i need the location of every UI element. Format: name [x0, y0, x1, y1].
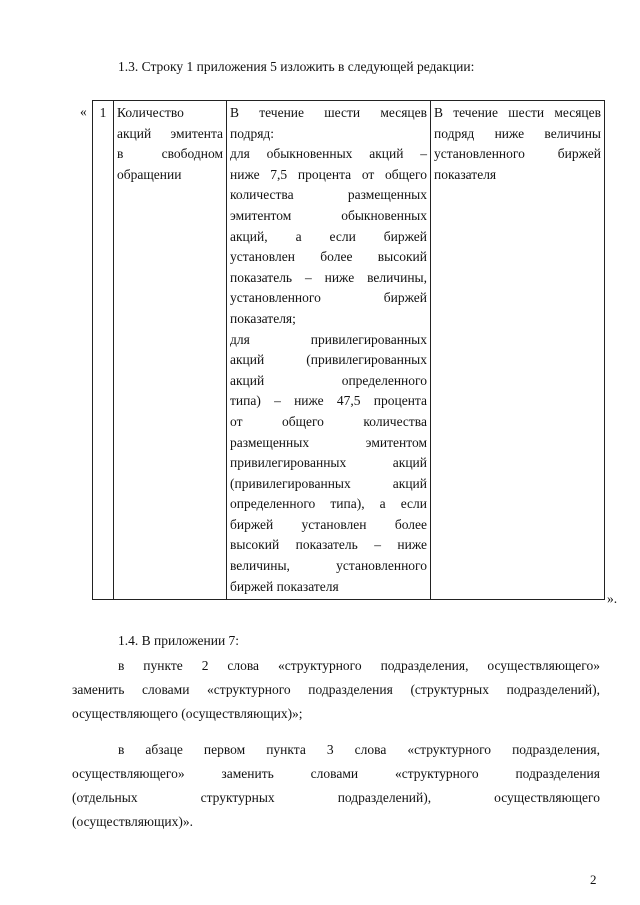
condition-line: от общего количества: [230, 413, 427, 429]
condition-line: подряд:: [230, 125, 275, 141]
paragraph-line: заменить словами «структурного подразделения (структурных подразделений),: [72, 682, 600, 697]
condition-line: определенного типа), а если: [230, 496, 427, 512]
appendix-table: [92, 100, 605, 600]
paragraph-line: осуществляющего (осуществляющих)»;: [72, 706, 303, 721]
name-line: обращении: [117, 166, 182, 182]
intro-paragraph: 1.3. Строку 1 приложения 5 изложить в следующей редакции:: [118, 59, 475, 74]
row-number-cell: [93, 101, 114, 600]
condition-line: типа) – ниже 47,5 процента: [230, 393, 427, 409]
condition-line: биржей показателя: [230, 578, 339, 594]
section-1-4-heading: 1.4. В приложении 7:: [118, 633, 240, 648]
paragraph-line: в абзаце первом пункта 3 слова «структурного подразделения,: [118, 742, 600, 757]
paragraph-line: в пункте 2 слова «структурного подразделения, осуществляющего»: [118, 658, 600, 673]
term-line: установленного биржей: [434, 146, 601, 162]
condition-line: для привилегированных: [230, 331, 427, 347]
name-line: в свободном: [117, 146, 223, 162]
paragraph-line: (отдельных структурных подразделений), осуществляющего: [72, 790, 600, 805]
condition-line: величины, установленного: [230, 558, 427, 574]
condition-line: установлен более высокий: [230, 249, 427, 265]
term-line: В течение шести месяцев: [434, 105, 601, 120]
paragraph-point-2: [72, 654, 600, 726]
condition-line: ниже 7,5 процента от общего: [230, 166, 427, 182]
condition-line: (привилегированных акций: [230, 475, 427, 491]
table-row: [93, 101, 605, 600]
condition-line: акций, а если биржей: [230, 228, 427, 244]
condition-line: для обыкновенных акций –: [230, 146, 427, 162]
term-cell: [431, 101, 605, 600]
closing-quote: ».: [607, 591, 618, 606]
row-number: 1: [99, 105, 107, 120]
term-line: подряд ниже величины: [434, 125, 601, 141]
page-number: 2: [590, 872, 597, 887]
condition-line: В течение шести месяцев: [230, 105, 427, 120]
condition-line: привилегированных акций: [230, 455, 427, 471]
condition-line: показатель – ниже величины,: [230, 269, 427, 285]
condition-line: количества размещенных: [230, 187, 427, 203]
condition-line: показателя;: [230, 310, 296, 326]
name-cell: [114, 101, 227, 600]
name-line: Количество: [117, 105, 184, 120]
name-line: акций эмитента: [117, 125, 223, 141]
condition-cell: [227, 101, 431, 600]
condition-line: акций определенного: [230, 372, 427, 388]
paragraph-line: (осуществляющих)».: [72, 814, 193, 829]
condition-line: акций (привилегированных: [230, 352, 427, 368]
paragraph-line: осуществляющего» заменить словами «структурного подразделения: [72, 766, 600, 781]
condition-line: биржей установлен более: [230, 516, 427, 532]
condition-line: эмитентом обыкновенных: [230, 207, 427, 223]
condition-line: установленного биржей: [230, 290, 427, 306]
paragraph-point-3: [72, 738, 600, 834]
term-line: показателя: [434, 166, 497, 182]
condition-line: высокий показатель – ниже: [230, 537, 427, 553]
condition-line: размещенных эмитентом: [230, 434, 427, 450]
opening-quote: «: [80, 104, 87, 119]
